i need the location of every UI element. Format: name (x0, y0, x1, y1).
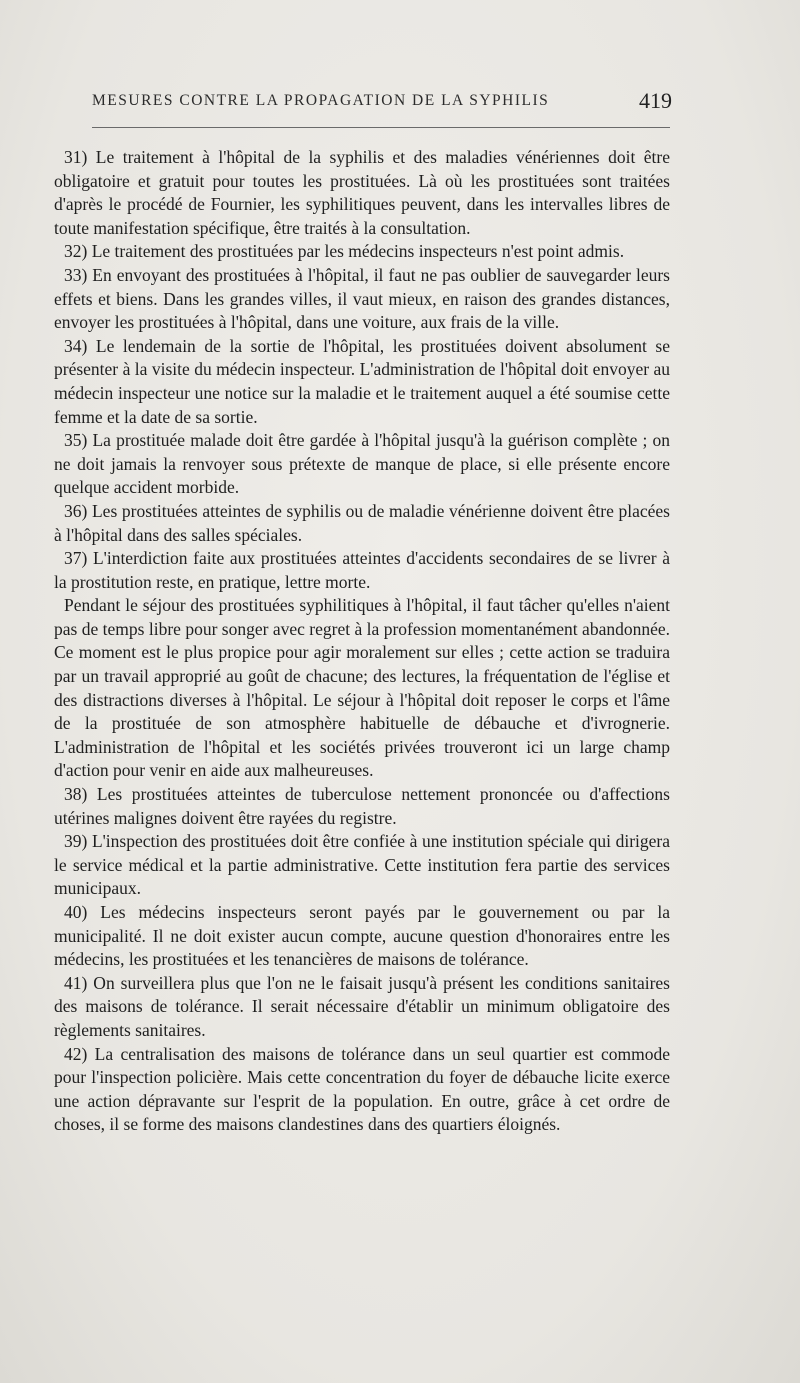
paragraph-41: 41) On surveillera plus que l'on ne le faisait jusqu'à présent les conditions sanitaires des maisons de tolérance. Il serait nécessaire d'établir un minimum obligatoire des règlements sanitaires. (54, 972, 670, 1040)
paragraph-36: 36) Les prostituées atteintes de syphilis ou de maladie vénérienne doivent être placées à l'hôpital dans des salles spéciales. (54, 500, 670, 545)
paragraph-32: 32) Le traitement des prostituées par les médecins inspecteurs n'est point admis. (64, 241, 625, 262)
paragraph-33: 33) En envoyant des prostituées à l'hôpital, il faut ne pas oublier de sauvegarder leurs effets et biens. Dans les grandes villes, il vaut mieux, en raison des grandes distances, envoyer les prostituées à l'hôpital, dans une voiture, aux frais de la ville. (54, 264, 670, 333)
paragraph-31: 31) Le traitement à l'hôpital de la syphilis et des maladies vénériennes doit être obligatoire et gratuit pour toutes les prostituées. Là où les prostituées sont traitées d'après le procédé de Fournier, les syphilitiques peuvent, dans les intervalles libres de toute manifestation spécifique, être traités à la consultation. (54, 147, 670, 238)
running-head (92, 88, 672, 114)
header-rule (92, 127, 670, 128)
paragraph-38: 38) Les prostituées atteintes de tuberculose nettement prononcée ou d'affections utérines malignes doivent être rayées du registre. (54, 784, 670, 828)
paragraph-40: 40) Les médecins inspecteurs seront payés par le gouvernement ou par la municipalité. Il ne doit exister aucun compte, aucune question d'honoraires entre les médecins, les prostituées et les tenancières de maisons de tolérance. (54, 902, 670, 970)
paragraph-35: 35) La prostituée malade doit être gardée à l'hôpital jusqu'à la guérison complète ; on ne doit jamais la renvoyer sous prétexte de manque de place, si elle présente encore quelque accident morbide. (54, 430, 670, 498)
running-title: MESURES CONTRE LA PROPAGATION DE LA SYPHILIS (92, 92, 550, 109)
paragraph-34: 34) Le lendemain de la sortie de l'hôpital, les prostituées doivent absolument se présenter à la visite du médecin inspecteur. L'administration de l'hôpital doit envoyer au médecin inspecteur une notice sur la maladie et le traitement auquel a été soumise cette femme et la date de sa sortie. (54, 335, 670, 427)
paragraph-39: 39) L'inspection des prostituées doit être confiée à une institution spéciale qui dirigera le service médical et la partie administrative. Cette institution fera partie des services municipaux. (54, 831, 670, 899)
paragraph-42: 42) La centralisation des maisons de tolérance dans un seul quartier est commode pour l'inspection policière. Mais cette concentration du foyer de débauche licite exerce une action dépravante sur l'esprit de la population. En outre, grâce à cet ordre de choses, il se forme des maisons clandestines dans des quartiers éloignés. (54, 1043, 670, 1135)
body-text (54, 146, 670, 1137)
paragraph-37: 37) L'interdiction faite aux prostituées atteintes d'accidents secondaires de se livrer à la prostitution reste, en pratique, lettre morte. (54, 548, 670, 592)
page-number: 419 (639, 88, 672, 113)
paragraph-hospital-stay: Pendant le séjour des prostituées syphilitiques à l'hôpital, il faut tâcher qu'elles n'aient pas de temps libre pour songer avec regret à la profession momentanément abandonnée. Ce moment est le plus propice pour agir moralement sur elles ; cette action se traduira par un travail approprié au goût de chacune; des lectures, la fréquentation de l'église et des distractions diverses à l'hôpital. Le séjour à l'hôpital doit reposer le corps et l'âme de la prostituée de son atmosphère habituelle de débauche et d'ivrognerie. L'administration de l'hôpital et les sociétés privées trouveront ici un large champ d'action pour venir en aide aux malheureuses. (54, 595, 670, 781)
